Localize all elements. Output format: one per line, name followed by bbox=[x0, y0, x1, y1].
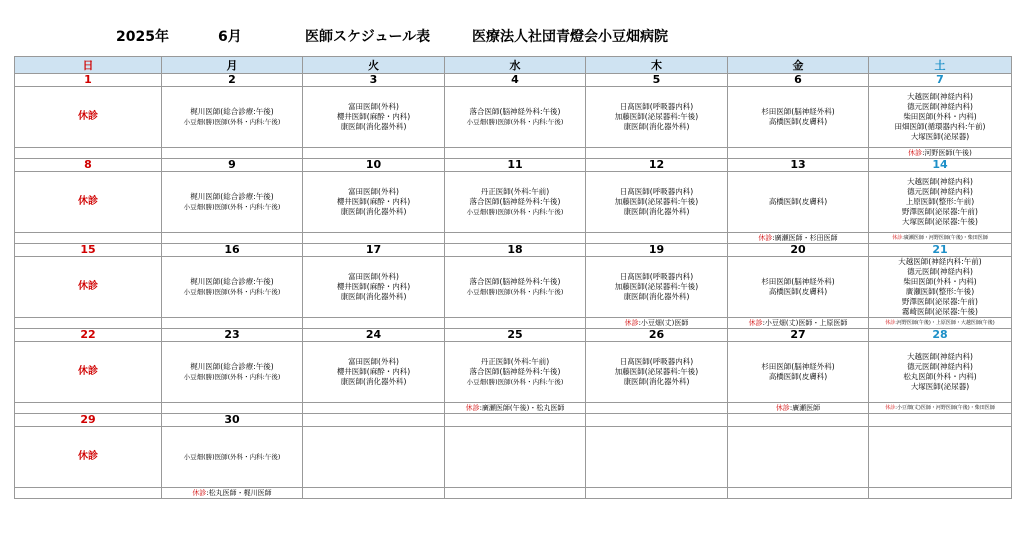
doctor-entry: 霧崎医師(泌尿器:午後) bbox=[902, 307, 978, 316]
absence-note bbox=[162, 488, 303, 499]
absence-note bbox=[586, 488, 728, 499]
doctor-entry: 康医師(消化器外科) bbox=[623, 377, 690, 386]
doctor-entry: 小豆畑(勝)医師(外科・内科:午後) bbox=[466, 288, 564, 296]
absence-note bbox=[445, 318, 586, 329]
absent-doctors: :廣瀬医師 bbox=[789, 404, 821, 412]
absence-label: 休診 bbox=[885, 405, 896, 411]
date-number: 25 bbox=[445, 329, 586, 342]
doctor-entry: 大塚医師(泌尿器:午後) bbox=[902, 217, 978, 226]
doctor-entry: 日髙医師(呼吸器内科) bbox=[619, 187, 694, 196]
day-cell bbox=[728, 87, 869, 148]
doctor-entry: 杉田医師(脳神経外科) bbox=[761, 107, 835, 116]
date-number: 8 bbox=[15, 159, 162, 172]
doctor-entry: 松丸医師(外科・内科) bbox=[903, 372, 977, 381]
doctor-entry: 小豆畑(勝)医師(外科・内科:午後) bbox=[466, 118, 564, 126]
doctor-entry: 櫻井医師(麻酔・内科) bbox=[336, 197, 411, 206]
day-cell bbox=[869, 87, 1012, 148]
date-number: 15 bbox=[15, 244, 162, 257]
schedule-row bbox=[15, 87, 1012, 148]
doctor-entry: 大越医師(神経内科:午前) bbox=[898, 257, 982, 266]
doctor-entry: 高橋医師(皮膚科) bbox=[768, 372, 828, 381]
date-number: 26 bbox=[586, 329, 728, 342]
date-number: 1 bbox=[15, 74, 162, 87]
doctor-entry: 德元医師(神経内科) bbox=[907, 267, 973, 276]
weekday-header-row bbox=[15, 57, 1012, 74]
day-cell bbox=[15, 172, 162, 233]
doctor-entry: 田畑医師(循環器内科:午前) bbox=[894, 122, 986, 131]
weekday-header: 月 bbox=[162, 57, 303, 74]
absent-doctors: :廣瀬医師・河野医師(午後)・柴田医師 bbox=[902, 235, 988, 241]
doctor-entry: 梶川医師(総合診療:午後) bbox=[190, 362, 274, 371]
doctor-entry: 高橋医師(皮膚科) bbox=[768, 287, 828, 296]
date-number bbox=[728, 414, 869, 427]
weekday-header: 土 bbox=[869, 57, 1012, 74]
absence-note bbox=[162, 318, 303, 329]
doctor-entry: 野澤医師(泌尿器:午前) bbox=[902, 207, 978, 216]
doctor-entry: 小豆畑(勝)医師(外科・内科:午後) bbox=[183, 118, 281, 126]
weekday-header: 金 bbox=[728, 57, 869, 74]
absence-note bbox=[303, 488, 445, 499]
weekday-header: 火 bbox=[303, 57, 445, 74]
absence-note bbox=[586, 148, 728, 159]
date-row bbox=[15, 244, 1012, 257]
doctor-entry: 大越医師(神経内科) bbox=[907, 92, 973, 101]
doctor-entry: 丹正医師(外科:午前) bbox=[480, 187, 550, 196]
date-row bbox=[15, 329, 1012, 342]
absence-note bbox=[728, 403, 869, 414]
absence-note bbox=[869, 233, 1012, 244]
date-number: 30 bbox=[162, 414, 303, 427]
year-label: 2025年 bbox=[116, 29, 169, 45]
absence-note bbox=[728, 318, 869, 329]
doctor-entry: 加藤医師(泌尿器科:午後) bbox=[614, 367, 699, 376]
absent-doctors: :小豆畑(丈)医師・河野医師(午後)・柴田医師 bbox=[895, 405, 995, 411]
date-number: 9 bbox=[162, 159, 303, 172]
doctor-entry: 小豆畑(勝)医師(外科・内科:午後) bbox=[183, 288, 281, 296]
day-cell bbox=[15, 427, 162, 488]
schedule-row bbox=[15, 257, 1012, 318]
day-cell bbox=[445, 342, 586, 403]
doctor-entry: 富田医師(外科) bbox=[348, 102, 399, 111]
absence-label: 休診 bbox=[892, 235, 903, 241]
doctor-entry: 丹正医師(外科:午前) bbox=[480, 357, 550, 366]
day-cell bbox=[162, 257, 303, 318]
doctor-entry: 大越医師(神経内科) bbox=[907, 352, 973, 361]
day-cell bbox=[728, 427, 869, 488]
absence-note bbox=[162, 148, 303, 159]
day-cell bbox=[445, 257, 586, 318]
day-cell bbox=[445, 172, 586, 233]
day-cell bbox=[728, 172, 869, 233]
doctor-entry: 小豆畑(勝)医師(外科・内科:午後) bbox=[466, 208, 564, 216]
absence-note bbox=[162, 233, 303, 244]
day-cell bbox=[586, 87, 728, 148]
doctor-entry: 加藤医師(泌尿器科:午後) bbox=[614, 112, 699, 121]
doctor-entry: 德元医師(神経内科) bbox=[907, 102, 973, 111]
doctor-entry: 梶川医師(総合診療:午後) bbox=[190, 192, 274, 201]
date-number: 20 bbox=[728, 244, 869, 257]
absence-note bbox=[303, 318, 445, 329]
doctor-entry: 落合医師(脳神経外科:午後) bbox=[469, 277, 561, 286]
doctor-entry: 野澤医師(泌尿器:午前) bbox=[902, 297, 978, 306]
absence-note bbox=[15, 488, 162, 499]
absence-note-row bbox=[15, 403, 1012, 414]
doctor-entry: 日髙医師(呼吸器内科) bbox=[619, 272, 694, 281]
doctor-entry: 杉田医師(脳神経外科) bbox=[761, 362, 835, 371]
day-cell bbox=[15, 342, 162, 403]
doctor-entry: 康医師(消化器外科) bbox=[623, 122, 690, 131]
doctor-entry: 大越医師(神経内科) bbox=[907, 177, 973, 186]
day-cell bbox=[869, 257, 1012, 318]
doctor-entry: 小豆畑(勝)医師(外科・内科:午後) bbox=[183, 373, 281, 381]
doctor-entry: 小豆畑(勝)医師(外科・内科:午後) bbox=[183, 203, 281, 211]
date-number bbox=[869, 414, 1012, 427]
day-cell bbox=[162, 87, 303, 148]
absent-doctors: :小豆畑(丈)医師 bbox=[638, 319, 689, 327]
absence-note bbox=[728, 148, 869, 159]
schedule-row bbox=[15, 342, 1012, 403]
absence-label: 休診 bbox=[748, 319, 763, 327]
doctor-entry: 落合医師(脳神経外科:午後) bbox=[469, 197, 561, 206]
doctor-entry: 大塚医師(泌尿器) bbox=[910, 132, 970, 141]
absence-note bbox=[728, 233, 869, 244]
doctor-entry: 落合医師(脳神経外科:午後) bbox=[469, 107, 561, 116]
absent-doctors: :河野医師(午後) bbox=[922, 149, 972, 157]
doctor-entry: 杉田医師(脳神経外科) bbox=[761, 277, 835, 286]
weekday-header: 水 bbox=[445, 57, 586, 74]
doctor-entry: 富田医師(外科) bbox=[348, 187, 399, 196]
absence-note-row bbox=[15, 233, 1012, 244]
doctor-entry: 康医師(消化器外科) bbox=[340, 377, 407, 386]
day-cell bbox=[586, 172, 728, 233]
absence-note bbox=[869, 318, 1012, 329]
doctor-entry: 櫻井医師(麻酔・内科) bbox=[336, 112, 411, 121]
date-number: 10 bbox=[303, 159, 445, 172]
absence-note-row bbox=[15, 148, 1012, 159]
date-number bbox=[586, 414, 728, 427]
absence-note bbox=[303, 403, 445, 414]
doctor-entry: 日髙医師(呼吸器内科) bbox=[619, 102, 694, 111]
month-label: 6月 bbox=[218, 29, 242, 45]
doctor-entry: 康医師(消化器外科) bbox=[340, 292, 407, 301]
day-cell bbox=[162, 172, 303, 233]
absent-doctors: :松丸医師・梶川医師 bbox=[206, 489, 272, 497]
doctor-entry: 柴田医師(外科・内科) bbox=[903, 277, 977, 286]
absent-doctors: :小豆畑(丈)医師・上原医師 bbox=[762, 319, 848, 327]
date-row bbox=[15, 414, 1012, 427]
absence-note bbox=[445, 148, 586, 159]
absence-note bbox=[869, 148, 1012, 159]
date-row bbox=[15, 74, 1012, 87]
absence-note bbox=[445, 488, 586, 499]
schedule-row bbox=[15, 427, 1012, 488]
date-number bbox=[445, 414, 586, 427]
date-number: 7 bbox=[869, 74, 1012, 87]
date-number: 12 bbox=[586, 159, 728, 172]
absence-note bbox=[869, 488, 1012, 499]
absence-note bbox=[869, 403, 1012, 414]
weekday-header: 木 bbox=[586, 57, 728, 74]
doctor-entry: 德元医師(神経内科) bbox=[907, 362, 973, 371]
schedule-calendar bbox=[14, 56, 1012, 499]
day-cell bbox=[445, 87, 586, 148]
schedule-title: 医師スケジュール表 bbox=[305, 29, 431, 45]
day-cell bbox=[15, 257, 162, 318]
date-number: 23 bbox=[162, 329, 303, 342]
day-cell bbox=[586, 257, 728, 318]
date-number: 17 bbox=[303, 244, 445, 257]
absence-note bbox=[15, 403, 162, 414]
day-cell bbox=[445, 427, 586, 488]
day-cell bbox=[869, 342, 1012, 403]
day-cell bbox=[728, 342, 869, 403]
absence-note bbox=[728, 488, 869, 499]
absence-label: 休診 bbox=[908, 149, 923, 157]
doctor-entry: 加藤医師(泌尿器科:午後) bbox=[614, 197, 699, 206]
day-cell bbox=[162, 342, 303, 403]
hospital-name: 医療法人社団青燈会小豆畑病院 bbox=[472, 29, 668, 45]
absence-label: 休診 bbox=[775, 404, 790, 412]
doctor-entry: 大塚医師(泌尿器) bbox=[910, 382, 970, 391]
doctor-entry: 櫻井医師(麻酔・内科) bbox=[336, 282, 411, 291]
absence-label: 休診 bbox=[885, 320, 896, 326]
doctor-entry: 康医師(消化器外科) bbox=[340, 207, 407, 216]
date-number: 28 bbox=[869, 329, 1012, 342]
doctor-entry: 櫻井医師(麻酔・内科) bbox=[336, 367, 411, 376]
absence-note bbox=[15, 318, 162, 329]
doctor-entry: 康医師(消化器外科) bbox=[623, 292, 690, 301]
date-number: 27 bbox=[728, 329, 869, 342]
doctor-entry: 德元医師(神経内科) bbox=[907, 187, 973, 196]
doctor-entry: 梶川医師(総合診療:午後) bbox=[190, 277, 274, 286]
doctor-entry: 柴田医師(外科・内科) bbox=[903, 112, 977, 121]
date-number: 21 bbox=[869, 244, 1012, 257]
date-number: 29 bbox=[15, 414, 162, 427]
day-cell bbox=[586, 427, 728, 488]
closed-label: 休診 bbox=[78, 366, 98, 377]
doctor-entry: 富田医師(外科) bbox=[348, 357, 399, 366]
date-number: 11 bbox=[445, 159, 586, 172]
absence-label: 休診 bbox=[465, 404, 480, 412]
day-cell bbox=[162, 427, 303, 488]
doctor-entry: 日髙医師(呼吸器内科) bbox=[619, 357, 694, 366]
date-number: 24 bbox=[303, 329, 445, 342]
closed-label: 休診 bbox=[78, 196, 98, 207]
doctor-entry: 小豆畑(勝)医師(外科・内科:午後) bbox=[183, 453, 281, 461]
day-cell bbox=[303, 257, 445, 318]
day-cell bbox=[303, 87, 445, 148]
closed-label: 休診 bbox=[78, 111, 98, 122]
absence-note bbox=[303, 233, 445, 244]
weekday-header: 日 bbox=[15, 57, 162, 74]
absence-note bbox=[445, 403, 586, 414]
day-cell bbox=[586, 342, 728, 403]
doctor-entry: 富田医師(外科) bbox=[348, 272, 399, 281]
absent-doctors: :河野医師(午後)・上原医師・大越医師(午後) bbox=[895, 320, 995, 326]
schedule-row bbox=[15, 172, 1012, 233]
date-number: 18 bbox=[445, 244, 586, 257]
date-number: 2 bbox=[162, 74, 303, 87]
absence-note bbox=[15, 148, 162, 159]
doctor-entry: 加藤医師(泌尿器科:午後) bbox=[614, 282, 699, 291]
day-cell bbox=[728, 257, 869, 318]
absence-note bbox=[15, 233, 162, 244]
day-cell bbox=[869, 427, 1012, 488]
absence-note bbox=[445, 233, 586, 244]
doctor-entry: 落合医師(脳神経外科:午後) bbox=[469, 367, 561, 376]
date-number: 19 bbox=[586, 244, 728, 257]
date-number bbox=[303, 414, 445, 427]
absence-note bbox=[303, 148, 445, 159]
absence-note-row bbox=[15, 318, 1012, 329]
date-row bbox=[15, 159, 1012, 172]
absent-doctors: :廣瀬医師(午後)・松丸医師 bbox=[479, 404, 565, 412]
date-number: 4 bbox=[445, 74, 586, 87]
date-number: 16 bbox=[162, 244, 303, 257]
doctor-entry: 小豆畑(勝)医師(外科・内科:午後) bbox=[466, 378, 564, 386]
date-number: 6 bbox=[728, 74, 869, 87]
absence-note bbox=[162, 403, 303, 414]
absence-note bbox=[586, 318, 728, 329]
date-number: 22 bbox=[15, 329, 162, 342]
doctor-entry: 梶川医師(総合診療:午後) bbox=[190, 107, 274, 116]
day-cell bbox=[303, 342, 445, 403]
day-cell bbox=[15, 87, 162, 148]
absence-label: 休診 bbox=[192, 489, 207, 497]
day-cell bbox=[303, 427, 445, 488]
date-number: 3 bbox=[303, 74, 445, 87]
absence-label: 休診 bbox=[624, 319, 639, 327]
doctor-entry: 康医師(消化器外科) bbox=[340, 122, 407, 131]
doctor-entry: 康医師(消化器外科) bbox=[623, 207, 690, 216]
absence-note bbox=[586, 233, 728, 244]
day-cell bbox=[303, 172, 445, 233]
page-header bbox=[0, 0, 1024, 50]
absent-doctors: :廣瀬医師・杉田医師 bbox=[772, 234, 838, 242]
doctor-entry: 高橋医師(皮膚科) bbox=[768, 117, 828, 126]
doctor-entry: 廣瀬医師(整形:午後) bbox=[905, 287, 975, 296]
doctor-entry: 高橋医師(皮膚科) bbox=[768, 197, 828, 206]
closed-label: 休診 bbox=[78, 451, 98, 462]
absence-label: 休診 bbox=[758, 234, 773, 242]
day-cell bbox=[869, 172, 1012, 233]
absence-note-row bbox=[15, 488, 1012, 499]
date-number: 5 bbox=[586, 74, 728, 87]
date-number: 14 bbox=[869, 159, 1012, 172]
closed-label: 休診 bbox=[78, 281, 98, 292]
date-number: 13 bbox=[728, 159, 869, 172]
absence-note bbox=[586, 403, 728, 414]
doctor-entry: 上原医師(整形:午前) bbox=[905, 197, 975, 206]
